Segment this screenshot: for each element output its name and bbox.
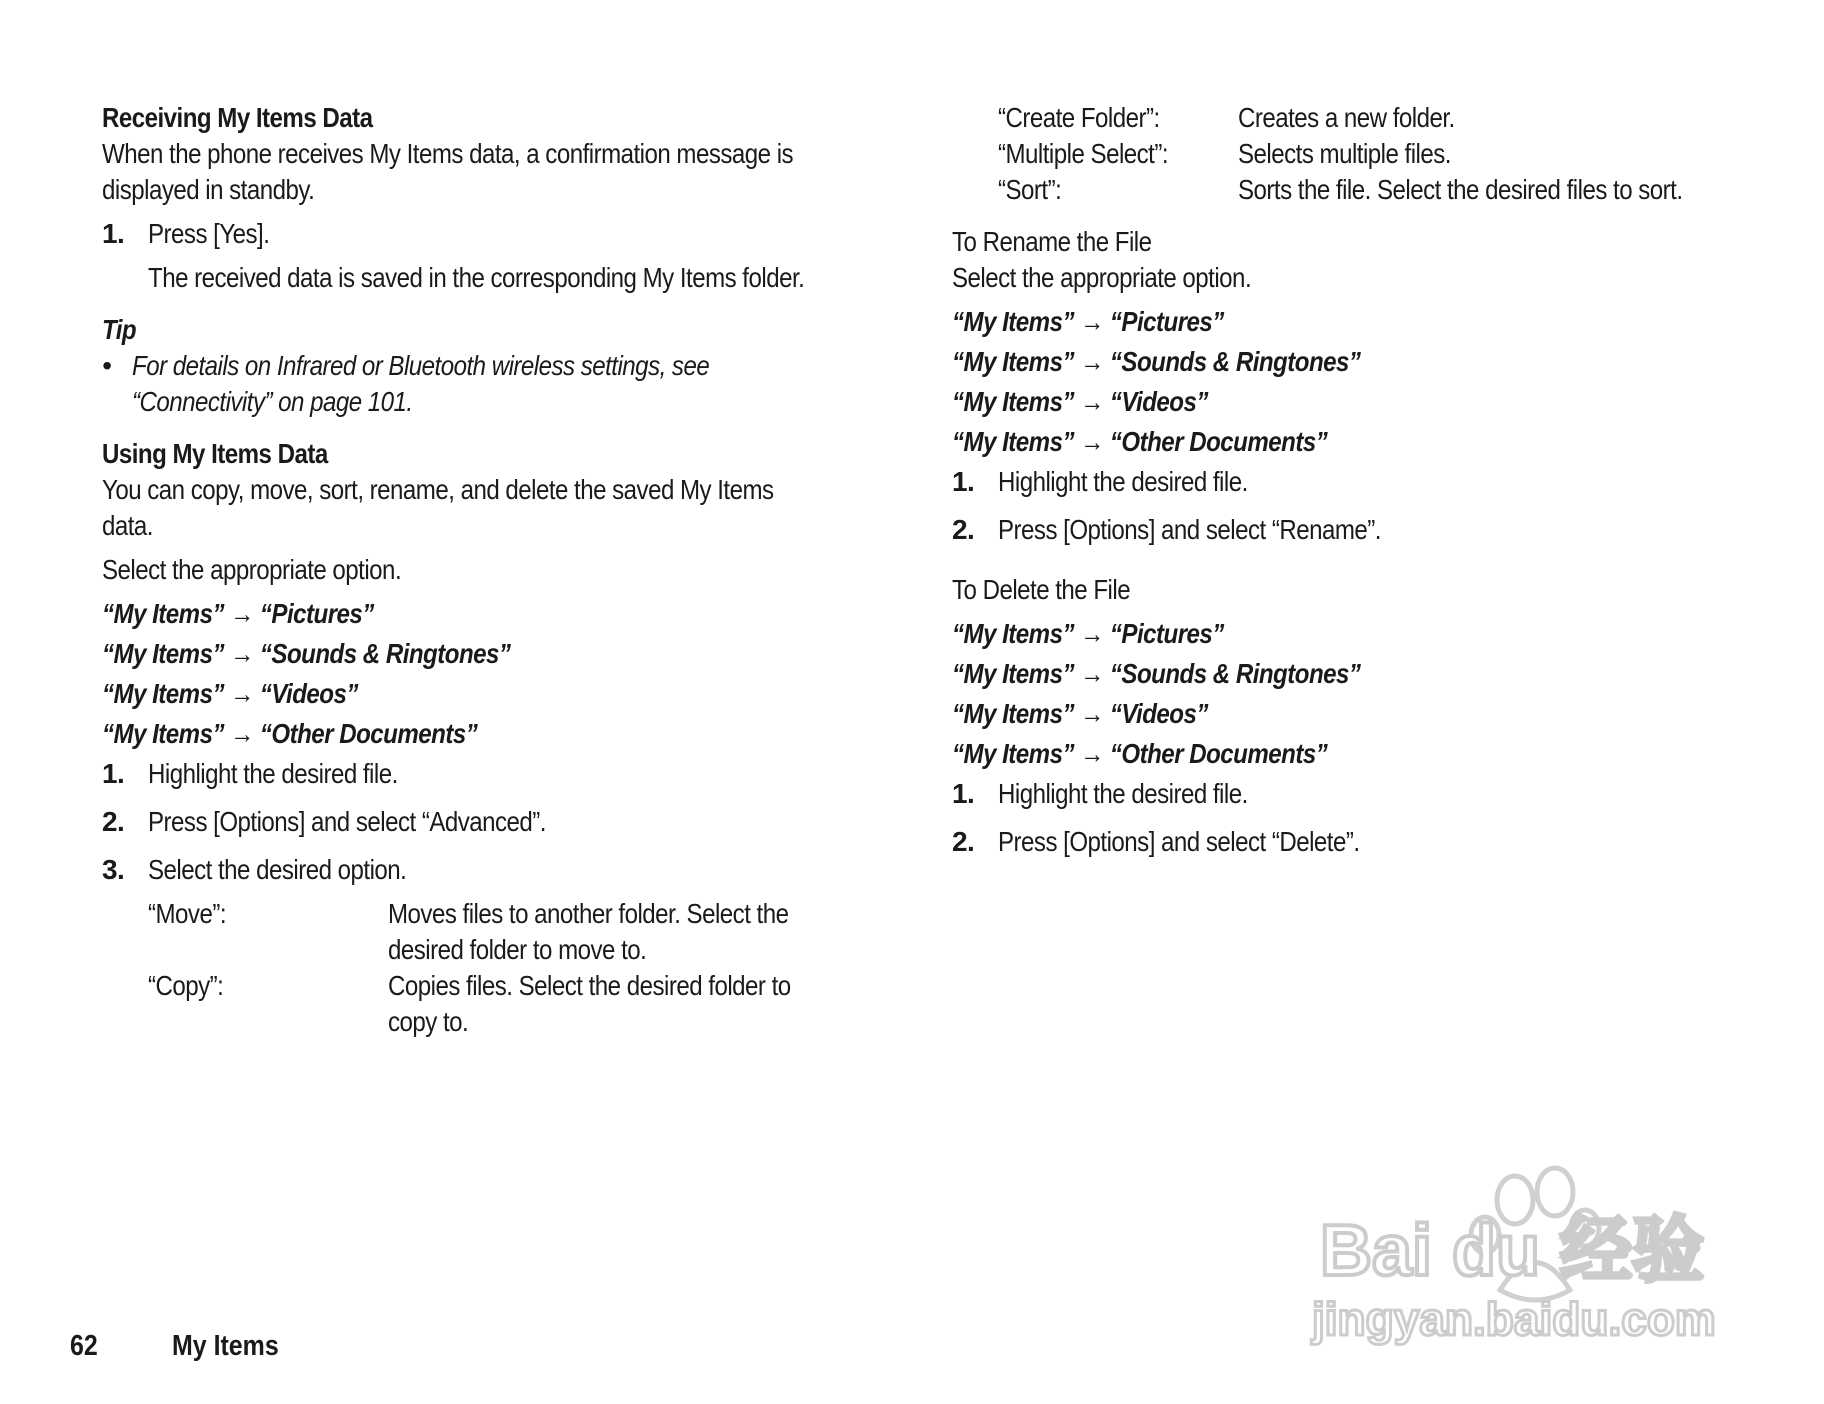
rename-nav-other-documents: “My Items” → “Other Documents” (952, 426, 1328, 457)
heading-delete: To Delete the File (952, 574, 1131, 605)
step-number: 1. (952, 466, 975, 497)
using-body-line1: You can copy, move, sort, rename, and delete the saved My Items (102, 474, 774, 505)
option-create-folder-label: “Create Folder”: (998, 102, 1160, 133)
footer-section-title: My Items (172, 1330, 279, 1362)
delete-nav-videos: “My Items” → “Videos” (952, 698, 1208, 729)
delete-nav-sounds: “My Items” → “Sounds & Ringtones” (952, 658, 1361, 689)
step-text: Press [Options] and select “Rename”. (998, 514, 1381, 545)
option-move-label: “Move”: (148, 898, 227, 929)
heading-using: Using My Items Data (102, 438, 328, 469)
step-number: 1. (102, 218, 125, 249)
watermark-brand: Bai du 经验 (1320, 1211, 1705, 1291)
option-multiple-select-desc: Selects multiple files. (1238, 138, 1451, 169)
step-text: Select the desired option. (148, 854, 407, 885)
rename-nav-pictures: “My Items” → “Pictures” (952, 306, 1224, 337)
step-text: Highlight the desired file. (148, 758, 398, 789)
using-body-line2: data. (102, 510, 153, 541)
nav-path-videos: “My Items” → “Videos” (102, 678, 358, 709)
tip-line1: For details on Infrared or Bluetooth wireless settings, see (132, 350, 710, 381)
watermark-url: jingyan.baidu.com (1312, 1293, 1716, 1345)
option-copy-label: “Copy”: (148, 970, 224, 1001)
option-move-desc-line2: desired folder to move to. (388, 934, 647, 965)
tip-heading: Tip (102, 314, 137, 345)
option-sort-desc: Sorts the file. Select the desired files to sort. (1238, 174, 1683, 205)
baidu-jingyan-watermark (1300, 1140, 1740, 1350)
step-text: Highlight the desired file. (998, 466, 1248, 497)
step-number: 3. (102, 854, 125, 885)
step-number: 2. (102, 806, 125, 837)
step-number: 2. (952, 514, 975, 545)
delete-nav-other-documents: “My Items” → “Other Documents” (952, 738, 1328, 769)
rename-select-option: Select the appropriate option. (952, 262, 1252, 293)
step-text: Press [Options] and select “Advanced”. (148, 806, 546, 837)
tip-line2: “Connectivity” on page 101. (132, 386, 413, 417)
step-number: 2. (952, 826, 975, 857)
option-move-desc-line1: Moves files to another folder. Select the (388, 898, 789, 929)
nav-path-sounds: “My Items” → “Sounds & Ringtones” (102, 638, 511, 669)
heading-rename: To Rename the File (952, 226, 1152, 257)
option-copy-desc-line1: Copies files. Select the desired folder to (388, 970, 791, 1001)
tip-bullet: • (102, 350, 112, 381)
step-text: Press [Options] and select “Delete”. (998, 826, 1360, 857)
step-number: 1. (102, 758, 125, 789)
heading-receiving: Receiving My Items Data (102, 102, 373, 133)
rename-nav-videos: “My Items” → “Videos” (952, 386, 1208, 417)
step-text: Press [Yes]. (148, 218, 270, 249)
rename-nav-sounds: “My Items” → “Sounds & Ringtones” (952, 346, 1361, 377)
receiving-step-note: The received data is saved in the corresponding My Items folder. (148, 262, 805, 293)
delete-nav-pictures: “My Items” → “Pictures” (952, 618, 1224, 649)
nav-path-pictures: “My Items” → “Pictures” (102, 598, 374, 629)
step-text: Highlight the desired file. (998, 778, 1248, 809)
step-number: 1. (952, 778, 975, 809)
using-select-option: Select the appropriate option. (102, 554, 402, 585)
option-create-folder-desc: Creates a new folder. (1238, 102, 1455, 133)
receiving-body-line2: displayed in standby. (102, 174, 315, 205)
page-number: 62 (70, 1330, 98, 1362)
option-copy-desc-line2: copy to. (388, 1006, 469, 1037)
receiving-body-line1: When the phone receives My Items data, a confirmation message is (102, 138, 794, 169)
option-multiple-select-label: “Multiple Select”: (998, 138, 1169, 169)
option-sort-label: “Sort”: (998, 174, 1062, 205)
nav-path-other-documents: “My Items” → “Other Documents” (102, 718, 478, 749)
